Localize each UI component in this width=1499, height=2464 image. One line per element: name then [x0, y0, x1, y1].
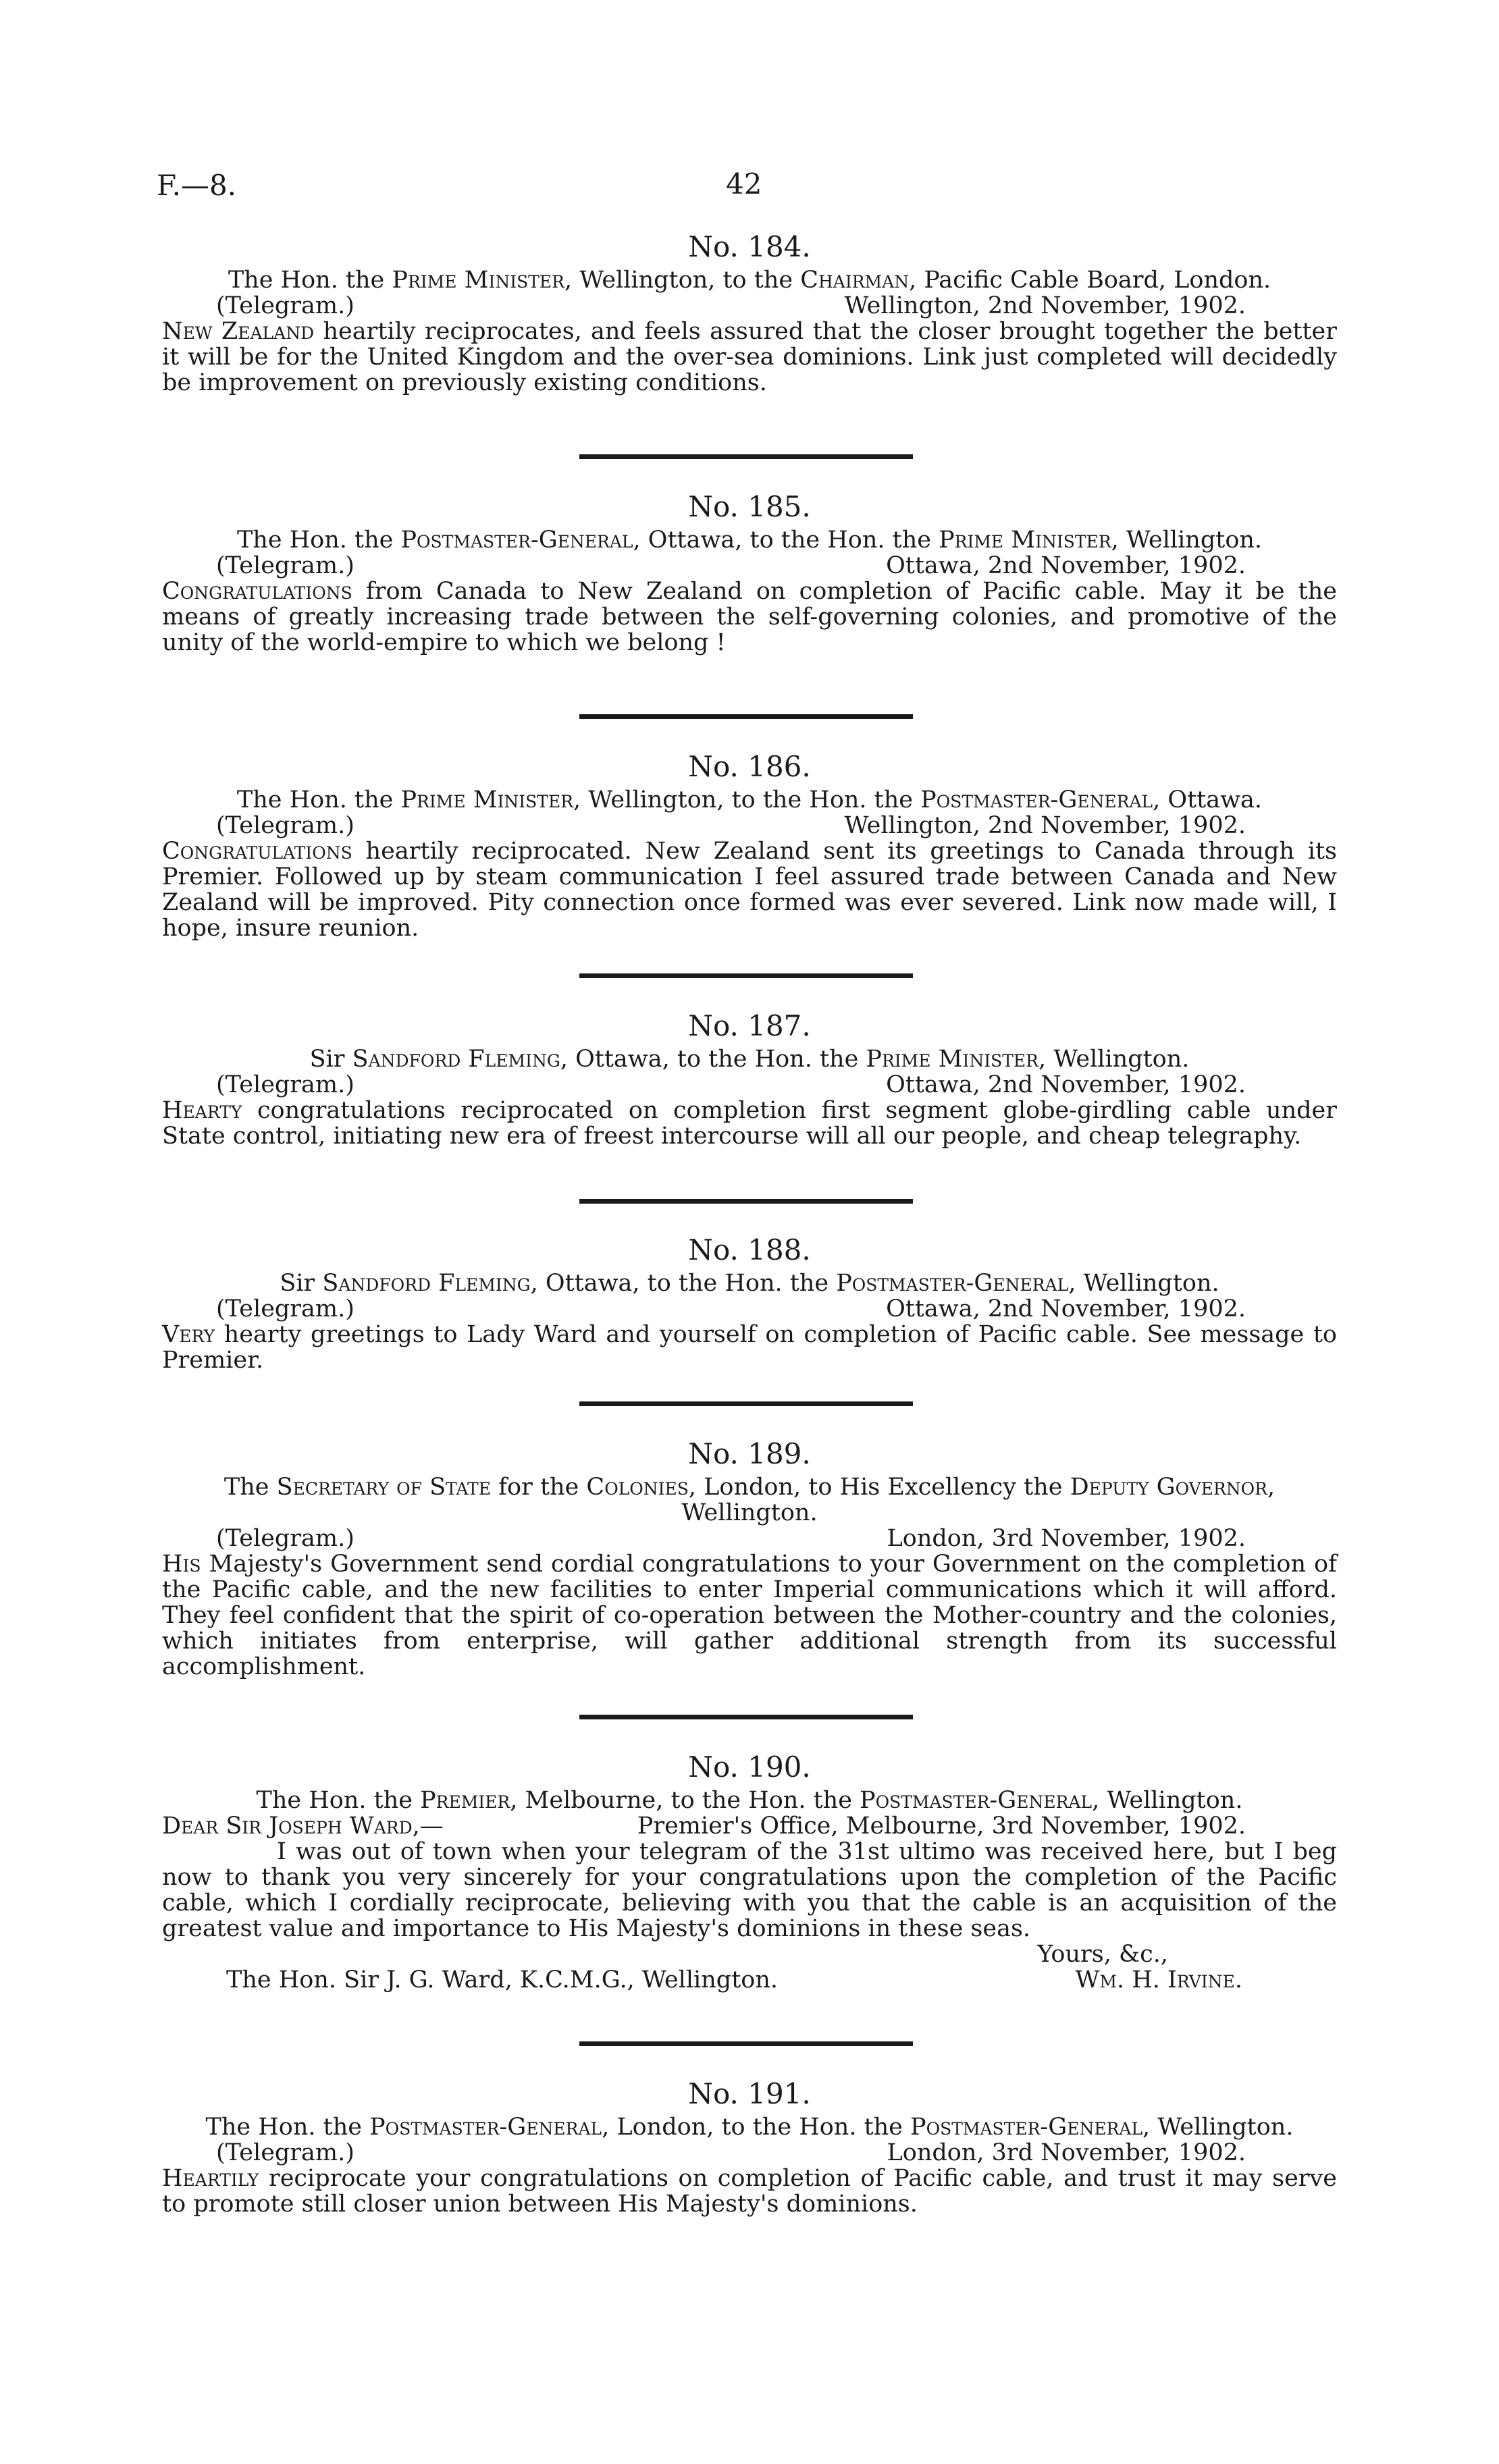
letter-signature-line — [162, 1967, 1337, 1993]
section-divider — [579, 1199, 913, 1204]
message-body: Congratulations heartily reciprocated. New Zealand sent its greetings to Canada through its Premier. Followed up by steam communication I feel assured trade between Canada and New Zealand will be improved. Pity connection once formed was ever severed. Link now made will, I hope, insure reunion. — [162, 838, 1337, 942]
message-body: His Majesty's Government send cordial congratulations to your Government on the completion of the Pacific cable, and the new facilities to enter Imperial communications which it will afford. They feel confident that the spirit of co-operation between the Mother-country and the colonies, which initiates from enterprise, will gather additional strength from its successful accomplishment. — [162, 1551, 1337, 1680]
message-number: No. 189. — [688, 1437, 811, 1470]
telegram-line: (Telegram.) London, 3rd November, 1902. — [216, 2139, 1246, 2166]
message-189 — [162, 1437, 1337, 1680]
message-heading: The Secretary of State for the Colonies, London, to His Excellency the Deputy Governor, Wellington. — [223, 1474, 1276, 1526]
telegram-line: (Telegram.) Ottawa, 2nd November, 1902. — [216, 1071, 1246, 1098]
message-number: No. 190. — [688, 1750, 811, 1784]
letter-addressee: The Hon. Sir J. G. Ward, K.C.M.G., Wellington. — [226, 1966, 778, 1993]
message-heading: The Hon. the Prime Minister, Wellington, to the Chairman, Pacific Cable Board, London. — [228, 267, 1271, 294]
section-divider — [579, 973, 913, 978]
message-body: Congratulations from Canada to New Zealand on completion of Pacific cable. May it be the means of greatly increasing trade between the self-governing colonies, and promotive of the unity of the world-empire to which we belong ! — [162, 578, 1337, 656]
telegram-line: (Telegram.) Wellington, 2nd November, 1902. — [216, 812, 1246, 839]
message-188 — [162, 1233, 1337, 1373]
message-number: No. 186. — [688, 750, 811, 783]
section-divider — [579, 1401, 913, 1406]
message-190 — [162, 1750, 1337, 1993]
letter-salutation-line: Dear Sir Joseph Ward,— Premier's Office, Melbourne, 3rd November, 1902. — [162, 1813, 1246, 1840]
message-191 — [162, 2077, 1337, 2217]
message-184 — [162, 230, 1337, 396]
message-heading: The Hon. the Prime Minister, Wellington, to the Hon. the Postmaster-General, Ottawa. — [236, 786, 1263, 813]
telegram-line: (Telegram.) Ottawa, 2nd November, 1902. — [216, 1295, 1246, 1322]
page-number: 42 — [726, 167, 762, 200]
message-number: No. 187. — [688, 1009, 811, 1042]
telegram-line: (Telegram.) London, 3rd November, 1902. — [216, 1525, 1246, 1552]
message-heading: The Hon. the Premier, Melbourne, to the Hon. the Postmaster-General, Wellington. — [256, 1787, 1243, 1814]
message-body: Hearty congratulations reciprocated on completion first segment globe-girdling cable under State control, initiating new era of freest intercourse will all our people, and cheap telegraphy. — [162, 1097, 1337, 1150]
section-divider — [579, 454, 913, 459]
document-reference: F.—8. — [157, 169, 237, 202]
message-185 — [162, 489, 1337, 655]
telegram-line: (Telegram.) Ottawa, 2nd November, 1902. — [216, 552, 1246, 579]
message-number: No. 191. — [688, 2077, 811, 2110]
message-heading: Sir Sandford Fleming, Ottawa, to the Hon. the Postmaster-General, Wellington. — [280, 1270, 1219, 1297]
message-body: Heartily reciprocate your congratulations on completion of Pacific cable, and trust it may serve to promote still closer union between His Majesty's dominions. — [162, 2165, 1337, 2218]
telegram-line: (Telegram.) Wellington, 2nd November, 1902. — [216, 292, 1246, 319]
section-divider — [579, 714, 913, 719]
letter-signature: Wm. H. Irvine. — [1075, 1966, 1242, 1993]
message-heading: The Hon. the Postmaster-General, Ottawa, to the Hon. the Prime Minister, Wellington. — [236, 527, 1263, 554]
message-number: No. 188. — [688, 1233, 811, 1266]
message-body: I was out of town when your telegram of the 31st ultimo was received here, but I beg now to thank you very sincerely for your congratulations upon the completion of the Pacific cable, which I cordially reciprocate, believing with you that the cable is an acquisition of the greatest value and importance to His Majesty's dominions in these seas. — [162, 1838, 1337, 1942]
message-187 — [162, 1009, 1337, 1149]
message-body: New Zealand heartily reciprocates, and feels assured that the closer brought together the better it will be for the United Kingdom and the over-sea dominions. Link just completed will decidedly be improvement on previously existing conditions. — [162, 318, 1337, 396]
letter-closing: Yours, &c., — [1037, 1941, 1168, 1968]
section-divider — [579, 2041, 913, 2046]
message-186 — [162, 749, 1337, 941]
message-number: No. 184. — [688, 230, 811, 263]
message-number: No. 185. — [688, 490, 811, 523]
message-heading: The Hon. the Postmaster-General, London, to the Hon. the Postmaster-General, Wellington. — [205, 2114, 1294, 2141]
message-body: Very hearty greetings to Lady Ward and yourself on completion of Pacific cable. See message to Premier. — [162, 1321, 1337, 1374]
message-heading: Sir Sandford Fleming, Ottawa, to the Hon. the Prime Minister, Wellington. — [309, 1046, 1190, 1073]
section-divider — [579, 1715, 913, 1719]
